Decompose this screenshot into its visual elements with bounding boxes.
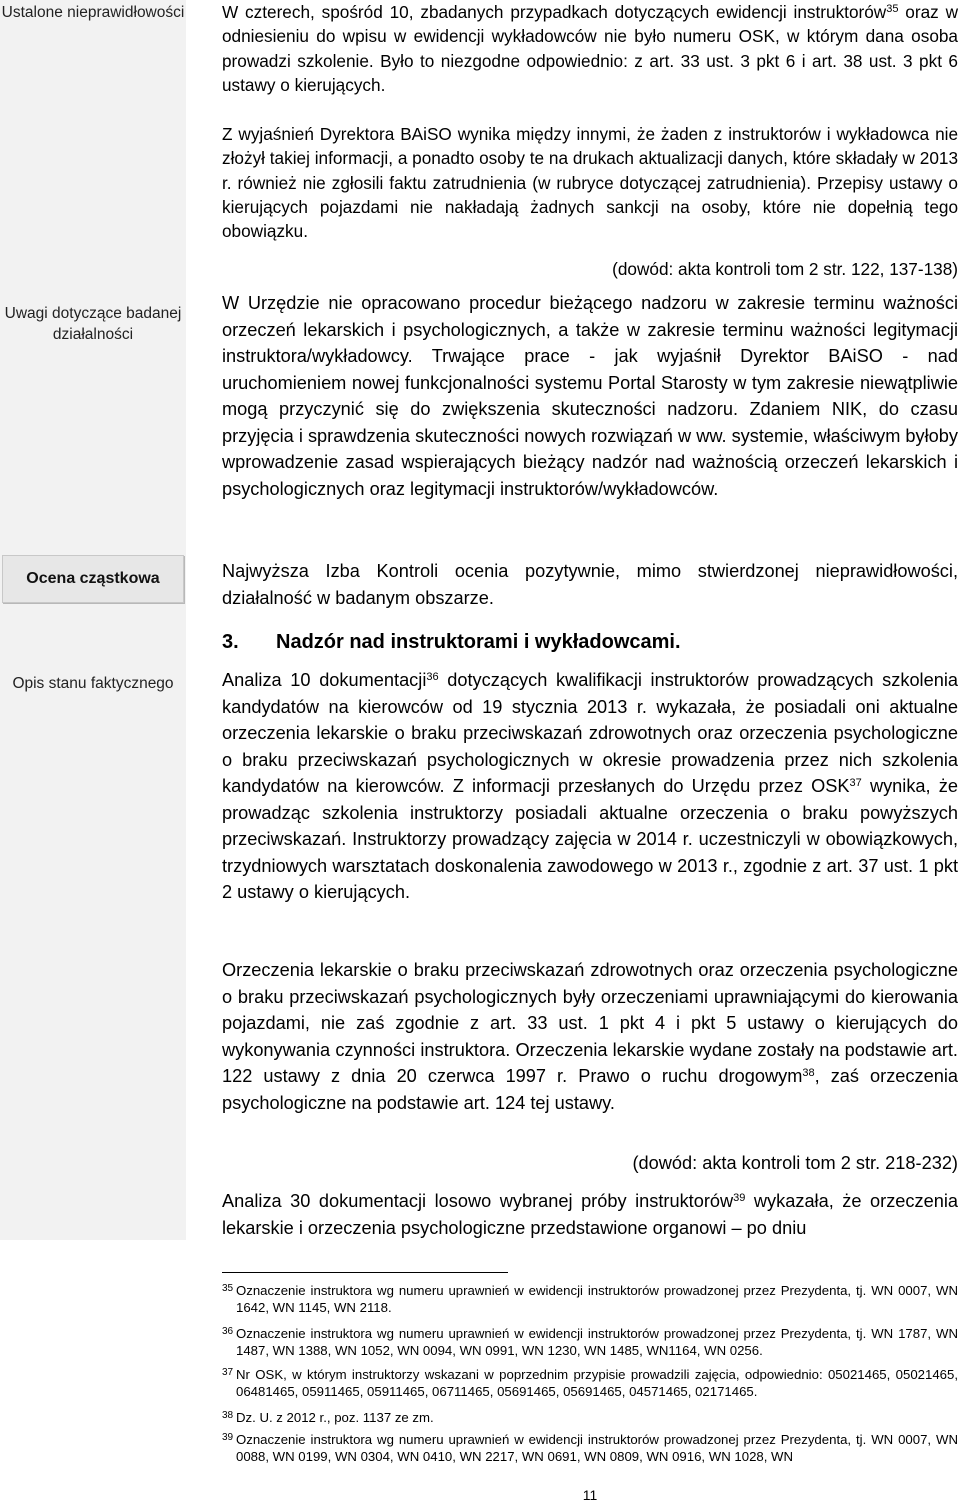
paragraph-3: W Urzędzie nie opracowano procedur bieżącego nadzoru w zakresie terminu ważności orzeczeń lekarskich i psychologicznych, a także w zakresie terminu ważności legitymacji instruktora/wykładowcy. Trwające prace - jak wyjaśnił Dyrektor BAiSO - nad uruchomieniem nowej funkcjonalności systemu Portal Starosty w tym zakresie niewątpliwie mogą przyczynić się do zwiększenia skuteczności nadzoru. Zdaniem NIK, do czasu przyjęcia i sprawdzenia skuteczności nowych rozwiązań w ww. systemie, właściwym byłoby wprowadzenie zasad wspierających bieżący nadzór nad ważnością orzeczeń lekarskich i psychologicznych oraz legitymacji instruktorów/wykładowców. [222, 293, 958, 499]
section-number: 3. [222, 631, 239, 653]
page-number: 11 [582, 1487, 598, 1503]
footnote-separator [222, 1272, 508, 1273]
paragraph-4: Najwyższa Izba Kontroli ocenia pozytywnie, mimo stwierdzonej nieprawidłowości, działalność w badanym obszarze. [222, 561, 958, 608]
sidebar-label-ustalone: Ustalone nieprawidłowości [1, 4, 185, 21]
footnote-ref-39: 39 [733, 1192, 746, 1204]
sidebar-label-opis: Opis stanu faktycznego [12, 675, 174, 692]
footnote-36: 36 Oznaczenie instruktora wg numeru uprawnień w ewidencji instruktorów prowadzonej przez Prezydenta, tj. WN 1787, WN 1487, WN 1388, WN 1052, WN 0094, WN 0991, WN 1230, WN 1485, WN1164, WN 0256. [222, 1326, 958, 1358]
sidebar-box-ocena: Ocena cząstkowa [2, 555, 184, 603]
footnote-ref-38: 38 [802, 1067, 815, 1079]
footnote-ref-36: 36 [426, 671, 439, 683]
footnote-35: 35 Oznaczenie instruktora wg numeru uprawnień w ewidencji instruktorów prowadzonej przez Prezydenta, tj. WN 0007, WN 1642, WN 1145, WN 2118. [222, 1283, 958, 1315]
section-title: Nadzór nad instruktorami i wykładowcami. [276, 631, 681, 653]
paragraph-1: W czterech, spośród 10, zbadanych przypadkach dotyczących ewidencji instruktorów$^{35}$ oraz w odniesieniu do wpisu w ewidencji wykładowców nie było numeru OSK, w którym dana osoba prowadzi szkolenie. Było to niezgodne odpowiednio: z art. 33 ust. 3 pkt 6 i art. 38 ust. 3 pkt 6 ustawy o kierujących. [222, 2, 958, 95]
footnote-37: 37 Nr OSK, w którym instruktorzy wskazani w poprzednim przypisie prowadzili zajęcia, odpowiednio: 05021465, 05021465, 06481465, 05911465, 05911465, 06711465, 05691465, 05691465, 04571465, 02171465. [222, 1367, 958, 1399]
evidence-note-1: (dowód: akta kontroli tom 2 str. 122, 137-138) [612, 259, 958, 279]
section-heading [222, 628, 958, 656]
footnote-ref-37: 37 [849, 777, 862, 789]
footnote-38: 38 Dz. U. z 2012 r., poz. 1137 ze zm. [222, 1410, 434, 1425]
margin-sidebar [0, 0, 186, 1240]
footnote-39: 39 Oznaczenie instruktora wg numeru uprawnień w ewidencji instruktorów prowadzonej przez Prezydenta, tj. WN 0007, WN 0088, WN 0199, WN 0304, WN 0410, WN 2217, WN 0691, WN 0809, WN 0916, WN 1028, WN [222, 1432, 958, 1464]
sidebar-label-uwagi: Uwagi dotyczące badanej działalności [4, 305, 182, 343]
paragraph-6: Orzeczenia lekarskie o braku przeciwskazań zdrowotnych oraz orzeczenia psychologiczne o braku przeciwskazań psychologicznych były orzeczeniami uprawniającymi do kierowania pojazdami, nie zaś zgodnie z art. 33 ust. 1 pkt 4 i pkt 5 ustawy o kierujących do wykonywania czynności instruktora. Orzeczenia lekarskie wydane zostały na podstawie art. 122 ustawy z dnia 20 czerwca 1997 r. Prawo o ruchu drogowym$^{38}$, zaś orzeczenia psychologiczne na podstawie art. 124 tej ustawy. [222, 960, 958, 1113]
paragraph-2: Z wyjaśnień Dyrektora BAiSO wynika między innymi, że żaden z instruktorów i wykładowca nie złożył takiej informacji, a ponadto osoby te na drukach aktualizacji danych, które składały w 2013 r. również nie zgłosili faktu zatrudnienia (w rubryce dotyczącej zatrudnienia). Przepisy ustawy o kierujących pojazdami nie nakładają żadnych sankcji na osoby, które nie dopełnią tego obowiązku. [222, 124, 958, 242]
paragraph-7: Analiza 30 dokumentacji losowo wybranej próby instruktorów$^{39}$ wykazała, że orzeczenia lekarskie i orzeczenia psychologiczne przedstawione organowi – po dniu [222, 1191, 958, 1238]
footnote-ref-35: 35 [886, 3, 899, 15]
evidence-note-2: (dowód: akta kontroli tom 2 str. 218-232) [632, 1153, 958, 1173]
paragraph-5: Analiza 10 dokumentacji$^{36}$ dotyczących kwalifikacji instruktorów prowadzących szkolenia kandydatów na kierowców od 19 stycznia 2013 r. wykazała, że posiadali oni aktualne orzeczenia lekarskie o braku przeciwskazań zdrowotnych oraz orzeczenia psychologiczne o braku przeciwskazań psychologicznych w okresie prowadzenia przez nich szkolenia kandydatów na kierowców. Z informacji przesłanych do Urzędu przez OSK$^{37}$ wynika, że prowadząc szkolenia instruktorzy posiadali aktualne orzeczenia o braku powyższych przeciwskazań. Instruktorzy prowadzący zajęcia w 2014 r. uczestniczyli w obowiązkowych, trzydniowych warsztatach doskonalenia zawodowego w 2013 r., zgodnie z art. 37 ust. 1 pkt 2 ustawy o kierujących. [222, 670, 958, 902]
